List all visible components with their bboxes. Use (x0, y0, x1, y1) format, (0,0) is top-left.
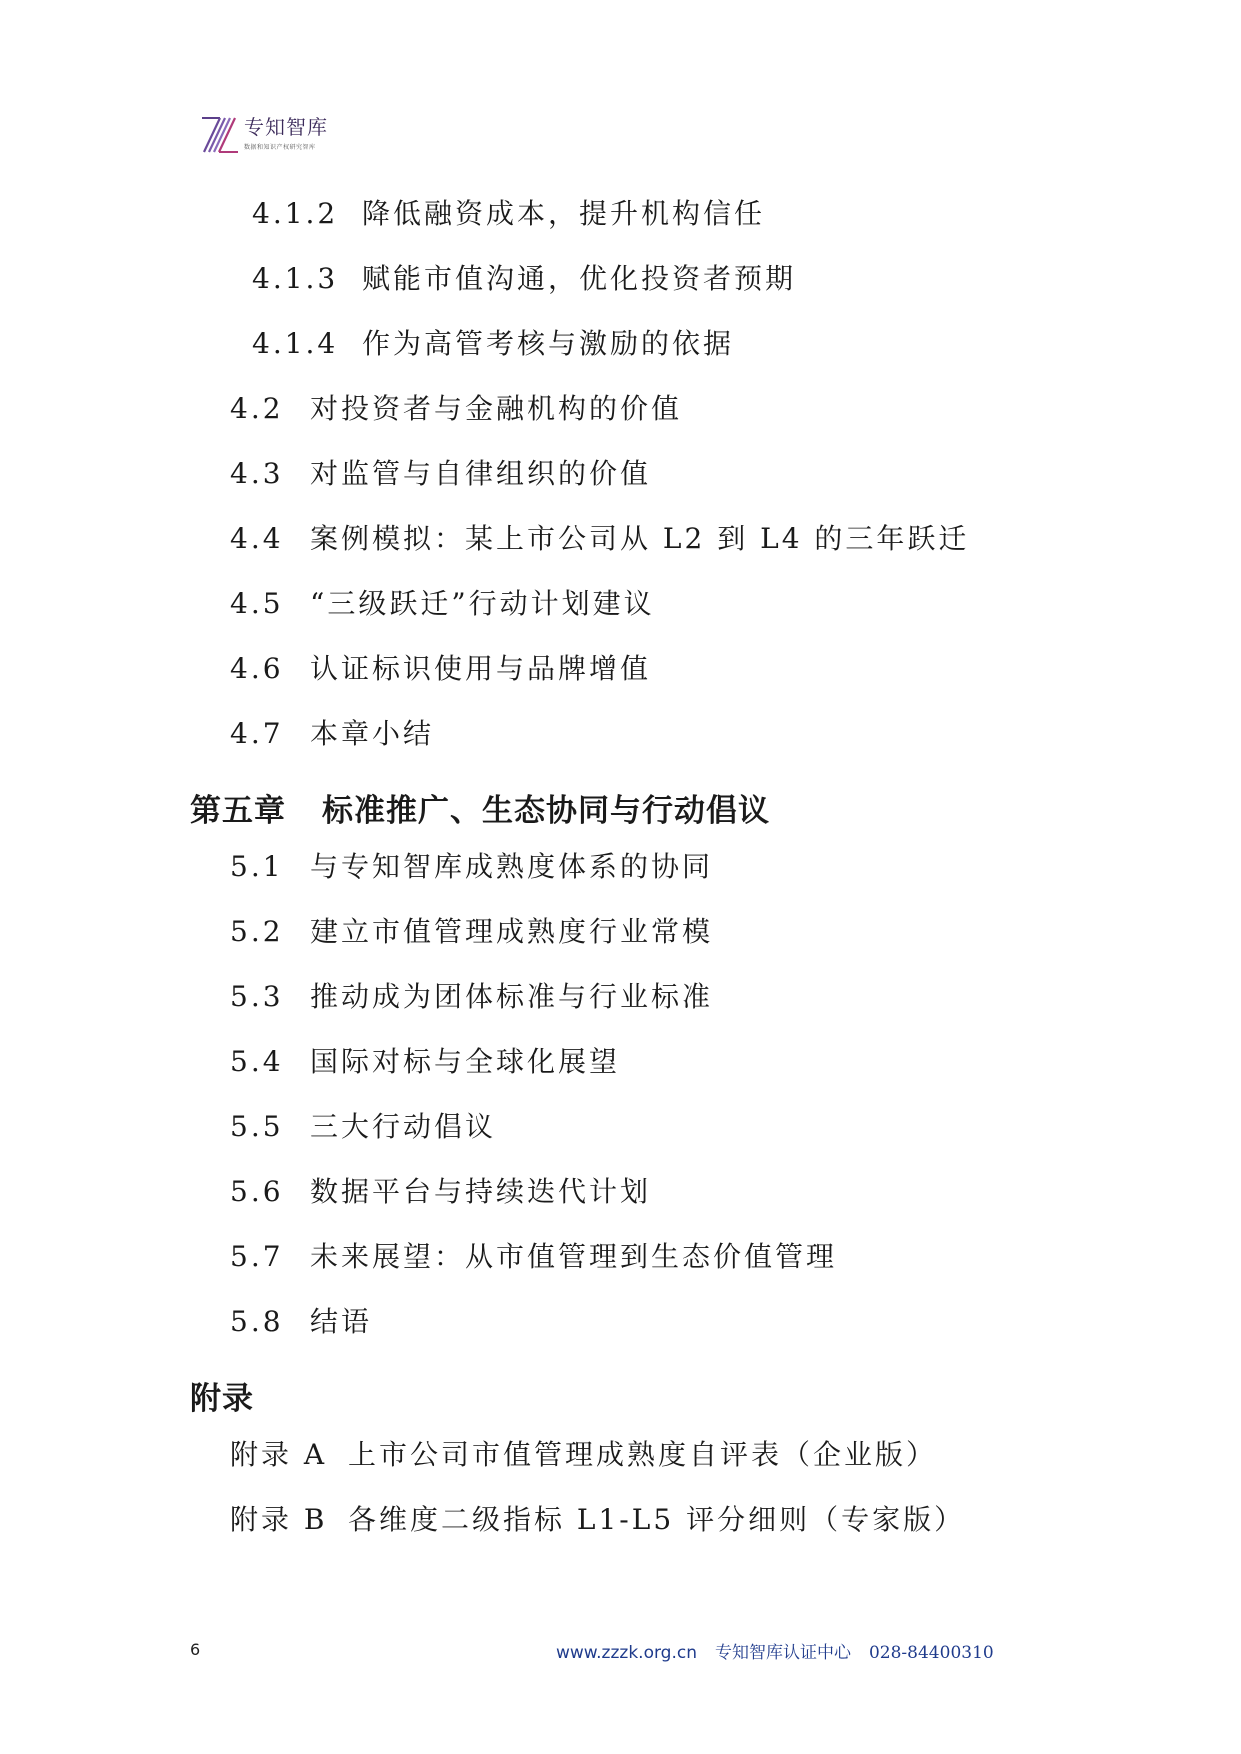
toc-number: 4.7 (230, 717, 284, 750)
toc-number: 4.6 (230, 652, 284, 685)
toc-number: 附录 A (230, 1438, 328, 1471)
toc-number: 4.1.4 (252, 327, 339, 360)
toc-entry[interactable] (230, 1305, 372, 1339)
toc-number: 4.1.2 (252, 197, 339, 230)
toc-number: 5.2 (230, 915, 284, 948)
toc-title: 建立市值管理成熟度行业常模 (310, 915, 714, 948)
footer-website[interactable]: www.zzzk.org.cn (556, 1643, 697, 1663)
toc-entry[interactable] (230, 1240, 837, 1274)
toc-number: 5.3 (230, 980, 284, 1013)
toc-title: 本章小结 (310, 717, 435, 750)
toc-title: 国际对标与全球化展望 (310, 1045, 621, 1078)
toc-entry[interactable] (252, 197, 765, 231)
toc-title: 三大行动倡议 (310, 1110, 497, 1143)
toc-title: 对投资者与金融机构的价值 (310, 392, 683, 425)
toc-title: 各维度二级指标 L1-L5 评分细则（专家版） (348, 1503, 966, 1536)
toc-title: 上市公司市值管理成熟度自评表（企业版） (348, 1438, 938, 1471)
toc-entry[interactable] (252, 262, 796, 296)
toc-title: “三级跃迁”行动计划建议 (310, 587, 655, 620)
chapter-heading[interactable] (190, 792, 770, 830)
toc-number: 5.4 (230, 1045, 284, 1078)
toc-number: 4.1.3 (252, 262, 339, 295)
toc-title: 认证标识使用与品牌增值 (310, 652, 652, 685)
toc-title: 推动成为团体标准与行业标准 (310, 980, 714, 1013)
toc-entry[interactable] (230, 850, 713, 884)
chapter-title: 标准推广、生态协同与行动倡议 (322, 793, 770, 829)
toc-title: 降低融资成本，提升机构信任 (362, 197, 766, 230)
toc-entry[interactable] (230, 717, 434, 751)
toc-title: 案例模拟：某上市公司从 L2 到 L4 的三年跃迁 (310, 522, 970, 555)
header-logo (200, 116, 328, 156)
toc-number: 附录 B (230, 1503, 328, 1536)
toc-entry[interactable] (230, 1045, 620, 1079)
toc-entry[interactable] (230, 457, 651, 491)
logo-name: 专知智库 (244, 115, 328, 139)
toc-title: 对监管与自律组织的价值 (310, 457, 652, 490)
toc-title: 未来展望：从市值管理到生态价值管理 (310, 1240, 838, 1273)
toc-number: 5.8 (230, 1305, 284, 1338)
toc-entry[interactable] (230, 652, 651, 686)
toc-title: 数据平台与持续迭代计划 (310, 1175, 652, 1208)
toc-entry[interactable] (230, 915, 713, 949)
toc-entry[interactable] (230, 522, 969, 556)
toc-entry[interactable] (230, 1503, 965, 1537)
page-number: 6 (190, 1640, 201, 1659)
toc-number: 5.7 (230, 1240, 284, 1273)
toc-number: 5.1 (230, 850, 284, 883)
toc-number: 5.5 (230, 1110, 284, 1143)
footer-phone: 028-84400310 (868, 1643, 994, 1663)
appendix-heading[interactable]: 附录 (190, 1381, 254, 1417)
toc-title: 结语 (310, 1305, 373, 1338)
toc-number: 4.5 (230, 587, 284, 620)
footer-info (556, 1638, 994, 1663)
toc-entry[interactable] (230, 587, 655, 621)
toc-entry[interactable] (230, 1110, 496, 1144)
toc-title: 赋能市值沟通，优化投资者预期 (362, 262, 797, 295)
toc-entry[interactable] (252, 327, 734, 361)
toc-entry[interactable] (230, 1175, 651, 1209)
toc-number: 4.4 (230, 522, 284, 555)
toc-number: 5.6 (230, 1175, 284, 1208)
footer-org: 专知智库认证中心 (714, 1643, 851, 1663)
toc-entry[interactable] (230, 392, 682, 426)
chapter-number: 第五章 (190, 793, 286, 829)
toc-title: 作为高管考核与激励的依据 (362, 327, 735, 360)
logo-subtitle: 数据和知识产权研究智库 (244, 144, 316, 151)
toc-entry[interactable] (230, 1438, 937, 1472)
toc-number: 4.2 (230, 392, 284, 425)
toc-number: 4.3 (230, 457, 284, 490)
toc-entry[interactable] (230, 980, 713, 1014)
zzzk-logo-icon (200, 116, 240, 154)
toc-title: 与专知智库成熟度体系的协同 (310, 850, 714, 883)
